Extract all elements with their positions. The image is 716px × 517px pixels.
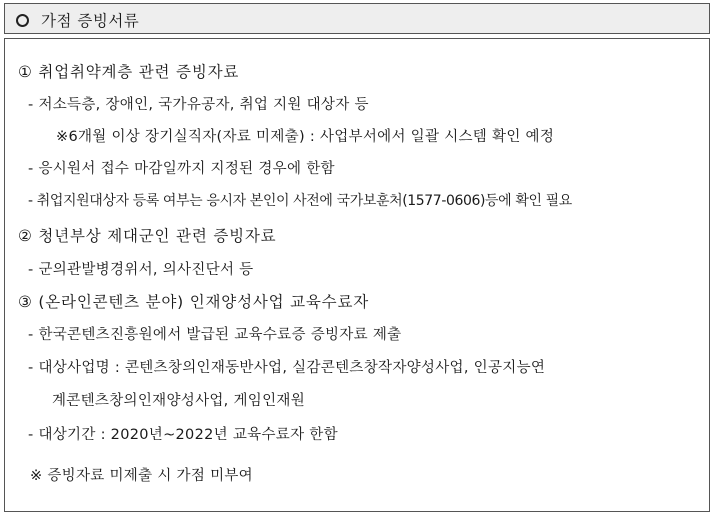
- circle-bullet-icon: [16, 14, 29, 27]
- list-item-continuation: 계콘텐츠창의인재양성사업, 게임인재원: [52, 393, 306, 409]
- note-item: ※6개월 이상 장기실직자(자료 미제출) : 사업부서에서 일괄 시스템 확인 예정: [56, 129, 555, 145]
- footer-note: ※ 증빙자료 미제출 시 가점 미부여: [30, 468, 253, 484]
- section-2-heading: ② 청년부상 제대군인 관련 증빙자료: [18, 227, 277, 245]
- list-item: - 한국콘텐츠진흥원에서 발급된 교육수료증 증빙자료 제출: [28, 327, 402, 343]
- list-item: - 응시원서 접수 마감일까지 지정된 경우에 한함: [28, 161, 335, 177]
- section-3-heading: ③ (온라인콘텐츠 분야) 인재양성사업 교육수료자: [18, 293, 369, 311]
- list-item: - 대상사업명 : 콘텐츠창의인재동반사업, 실감콘텐츠창작자양성사업, 인공지능연: [28, 360, 546, 376]
- section-1-heading: ① 취업취약계층 관련 증빙자료: [18, 63, 240, 81]
- list-item: - 저소득층, 장애인, 국가유공자, 취업 지원 대상자 등: [28, 97, 369, 113]
- list-item: - 군의관발병경위서, 의사진단서 등: [28, 262, 254, 278]
- list-item: - 대상기간 : 2020년~2022년 교육수료자 한함: [28, 427, 338, 443]
- section-title: 가점 증빙서류: [41, 12, 140, 30]
- list-item: - 취업지원대상자 등록 여부는 응시자 본인이 사전에 국가보훈처(1577-0606)등에 확인 필요: [28, 193, 572, 209]
- section-header: [4, 3, 710, 34]
